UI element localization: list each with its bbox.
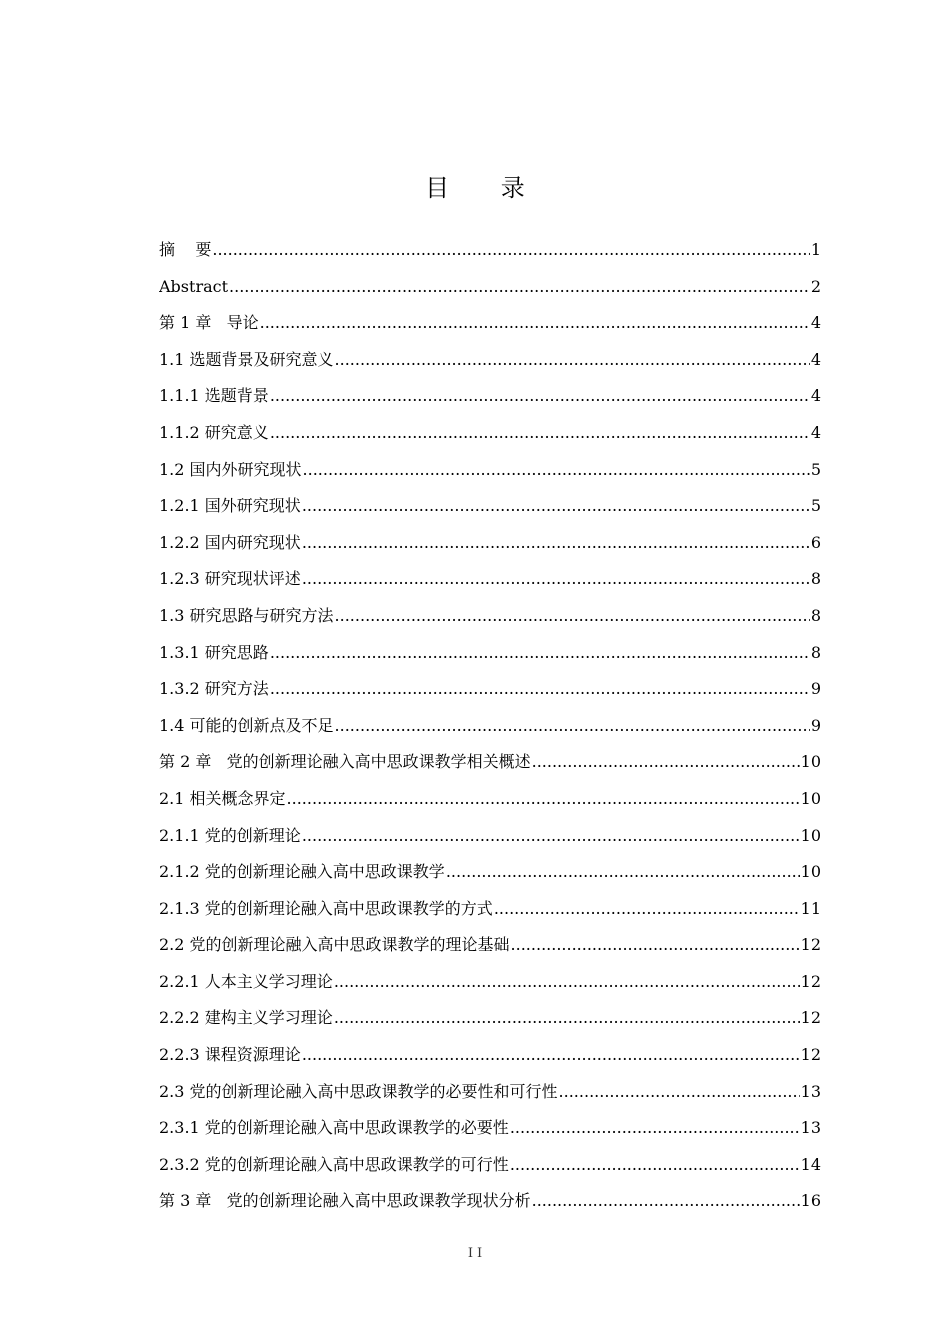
toc-entry-label: 1.3.1 研究思路 (159, 642, 269, 662)
toc-entry-label: 1.2.3 研究现状评述 (159, 569, 301, 589)
toc-entry[interactable] (159, 671, 821, 708)
toc-entry[interactable] (159, 305, 821, 342)
toc-entry-page: 2 (810, 276, 821, 296)
page-number-footer: II (467, 1246, 487, 1261)
toc-entry[interactable] (159, 1110, 821, 1147)
toc-entry[interactable] (159, 744, 821, 781)
toc-entry-page: 12 (800, 971, 821, 991)
toc-entry[interactable] (159, 1147, 821, 1184)
toc-entry-page: 5 (810, 459, 821, 479)
toc-entry-label: 1.1.1 选题背景 (159, 386, 269, 406)
toc-entry-page: 8 (810, 605, 821, 625)
toc-entry-label: 1.2 国内外研究现状 (159, 459, 302, 479)
toc-entry-label: 1.4 可能的创新点及不足 (159, 715, 334, 735)
toc-entry-label: Abstract (159, 276, 229, 296)
toc-entry-page: 13 (800, 1081, 821, 1101)
toc-entry-label: 2.1.1 党的创新理论 (159, 825, 301, 845)
toc-entry-label: 2.1.2 党的创新理论融入高中思政课教学 (159, 862, 445, 882)
toc-title: 目 录 (425, 174, 547, 202)
toc-entry-page: 14 (800, 1154, 821, 1174)
toc-dot-leader (532, 744, 800, 781)
toc-entry[interactable] (159, 269, 821, 306)
toc-dot-leader (302, 488, 810, 525)
toc-entry-label: 1.3.2 研究方法 (159, 679, 269, 699)
toc-entry[interactable] (159, 488, 821, 525)
toc-dot-leader (212, 232, 809, 269)
toc-entry-label: 2.2.2 建构主义学习理论 (159, 1008, 333, 1028)
toc-entry[interactable] (159, 415, 821, 452)
toc-dot-leader (303, 452, 810, 489)
toc-entry-label: 第 1 章 导论 (159, 313, 259, 333)
toc-entry-label: 1.2.1 国外研究现状 (159, 496, 301, 516)
toc-entry-label: 第 3 章 党的创新理论融入高中思政课教学现状分析 (159, 1191, 531, 1211)
toc-entry-page: 12 (800, 935, 821, 955)
toc-dot-leader (446, 854, 800, 891)
toc-dot-leader (229, 269, 810, 306)
toc-entry-label: 2.1 相关概念界定 (159, 788, 286, 808)
toc-entry-page: 16 (800, 1191, 821, 1211)
toc-entry[interactable] (159, 891, 821, 928)
toc-entry-label: 1.3 研究思路与研究方法 (159, 605, 334, 625)
toc-entry-label: 摘 要 (159, 240, 212, 259)
toc-entry-page: 12 (800, 1045, 821, 1065)
toc-entry-page: 8 (810, 642, 821, 662)
toc-entry-label: 1.1 选题背景及研究意义 (159, 349, 334, 369)
toc-dot-leader (270, 378, 810, 415)
toc-entry-page: 4 (810, 349, 821, 369)
toc-entry-page: 10 (800, 825, 821, 845)
toc-entry-page: 13 (800, 1118, 821, 1138)
toc-entry[interactable] (159, 927, 821, 964)
toc-dot-leader (302, 525, 810, 562)
toc-entry[interactable] (159, 525, 821, 562)
toc-dot-leader (335, 708, 810, 745)
toc-entry-label: 2.3.1 党的创新理论融入高中思政课教学的必要性 (159, 1118, 509, 1138)
toc-entry-label: 2.2.3 课程资源理论 (159, 1045, 301, 1065)
toc-entry-label: 2.3 党的创新理论融入高中思政课教学的必要性和可行性 (159, 1081, 558, 1101)
toc-entry-page: 4 (810, 386, 821, 406)
toc-dot-leader (510, 1147, 800, 1184)
toc-entry[interactable] (159, 561, 821, 598)
toc-dot-leader (559, 1074, 800, 1111)
toc-entry[interactable] (159, 1000, 821, 1037)
toc-dot-leader (270, 415, 810, 452)
toc-entry-page: 11 (800, 898, 821, 918)
toc-entry-page: 9 (810, 679, 821, 699)
toc-entry-page: 1 (810, 240, 821, 259)
toc-entry-page: 10 (800, 752, 821, 772)
toc-dot-leader (302, 561, 810, 598)
toc-entry[interactable] (159, 452, 821, 489)
toc-entry-page: 9 (810, 715, 821, 735)
toc-dot-leader (532, 1183, 800, 1220)
toc-dot-leader (302, 1037, 800, 1074)
toc-entry[interactable] (159, 342, 821, 379)
toc-entry-page: 6 (810, 532, 821, 552)
toc-entry[interactable] (159, 1074, 821, 1111)
toc-list (159, 232, 821, 1220)
toc-entry[interactable] (159, 635, 821, 672)
toc-entry-page: 4 (810, 422, 821, 442)
toc-entry[interactable] (159, 818, 821, 855)
toc-entry-label: 2.3.2 党的创新理论融入高中思政课教学的可行性 (159, 1154, 509, 1174)
toc-dot-leader (334, 964, 800, 1001)
toc-entry-label: 1.1.2 研究意义 (159, 422, 269, 442)
toc-entry[interactable] (159, 598, 821, 635)
toc-entry[interactable] (159, 964, 821, 1001)
toc-dot-leader (302, 818, 800, 855)
toc-dot-leader (270, 671, 810, 708)
toc-entry-label: 第 2 章 党的创新理论融入高中思政课教学相关概述 (159, 752, 531, 772)
toc-dot-leader (334, 1000, 800, 1037)
toc-entry-label: 2.2.1 人本主义学习理论 (159, 971, 333, 991)
toc-entry-page: 8 (810, 569, 821, 589)
toc-dot-leader (287, 781, 800, 818)
toc-entry[interactable] (159, 708, 821, 745)
toc-entry-page: 5 (810, 496, 821, 516)
toc-entry[interactable] (159, 854, 821, 891)
toc-dot-leader (335, 342, 810, 379)
toc-entry-page: 10 (800, 788, 821, 808)
toc-entry-label: 2.1.3 党的创新理论融入高中思政课教学的方式 (159, 898, 493, 918)
toc-entry-label: 1.2.2 国内研究现状 (159, 532, 301, 552)
toc-entry-page: 12 (800, 1008, 821, 1028)
toc-entry-page: 4 (810, 313, 821, 333)
toc-dot-leader (511, 927, 800, 964)
toc-entry[interactable] (159, 781, 821, 818)
toc-entry[interactable] (159, 378, 821, 415)
toc-dot-leader (510, 1110, 800, 1147)
toc-entry[interactable] (159, 1183, 821, 1220)
toc-entry[interactable] (159, 232, 821, 269)
toc-dot-leader (270, 635, 810, 672)
toc-entry[interactable] (159, 1037, 821, 1074)
toc-dot-leader (494, 891, 800, 928)
toc-entry-page: 10 (800, 862, 821, 882)
toc-dot-leader (260, 305, 810, 342)
toc-entry-label: 2.2 党的创新理论融入高中思政课教学的理论基础 (159, 935, 510, 955)
toc-dot-leader (335, 598, 810, 635)
